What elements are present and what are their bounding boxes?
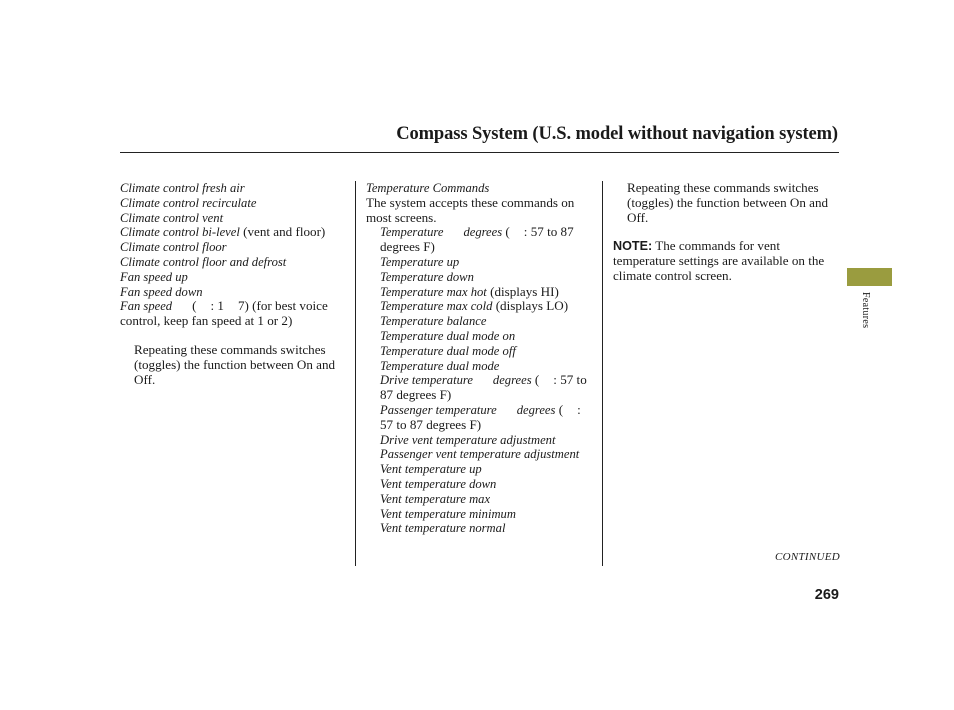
command-text: Temperature max hot	[380, 284, 487, 299]
command-text: Fan speed	[120, 299, 173, 314]
command-paren-open: (	[534, 372, 540, 388]
command-item	[366, 373, 594, 403]
command-paren-open: (	[505, 224, 510, 240]
command-item: Passenger vent temperature adjustment	[380, 447, 580, 462]
command-item: Temperature down	[380, 269, 474, 284]
command-item: Climate control floor	[120, 240, 227, 255]
command-item: Temperature up	[380, 254, 460, 269]
command-item: Vent temperature max	[380, 491, 491, 506]
command-item: Climate control vent	[120, 210, 224, 225]
command-item	[366, 403, 594, 433]
command-text: Climate control bi-level	[120, 225, 240, 240]
intro-text: The system accepts these commands on most screens.	[366, 194, 575, 225]
command-item: Climate control recirculate	[120, 195, 257, 210]
command-item	[366, 299, 594, 314]
command-item: Temperature balance	[380, 314, 487, 329]
command-item: Climate control fresh air	[120, 181, 245, 195]
command-range: : 57 to 87 degrees F)	[380, 224, 574, 255]
note-label: NOTE:	[613, 239, 653, 254]
command-item: Temperature dual mode off	[380, 343, 516, 358]
page-number: 269	[814, 587, 839, 603]
toggle-paragraph: Repeating these commands switches (toggles) the function between On and Off.	[627, 180, 829, 225]
title-divider	[120, 152, 839, 153]
column-left	[120, 181, 342, 387]
command-note: (vent and floor)	[243, 224, 326, 240]
command-text: Passenger temperature	[380, 402, 497, 417]
command-item: Temperature dual mode	[380, 358, 500, 373]
continued-label: CONTINUED	[774, 551, 840, 563]
command-item: Drive vent temperature adjustment	[380, 432, 556, 447]
command-item: Temperature dual mode on	[380, 328, 516, 343]
toggle-paragraph: Repeating these commands switches (toggles) the function between On and Off.	[134, 341, 336, 387]
command-item: Vent temperature minimum	[380, 506, 516, 521]
command-item: Fan speed down	[120, 284, 203, 299]
command-item: Vent temperature up	[380, 462, 482, 477]
command-item	[120, 299, 342, 329]
command-item	[366, 225, 594, 255]
command-range-end: 7)	[237, 298, 249, 314]
note-paragraph	[613, 239, 841, 283]
command-text: degrees	[492, 373, 532, 388]
command-range: : 57 to 87 degrees F)	[380, 401, 581, 432]
column-divider	[602, 181, 603, 566]
page-title: Compass System (U.S. model without navigation system)	[396, 124, 838, 144]
command-range: : 57 to 87 degrees F)	[380, 372, 587, 403]
command-item: Climate control floor and defrost	[120, 254, 287, 269]
command-text: Temperature max cold	[380, 299, 493, 314]
command-item	[120, 225, 342, 240]
command-item: Vent temperature normal	[380, 521, 506, 536]
section-heading: Temperature Commands	[366, 181, 490, 195]
column-right	[613, 181, 841, 284]
section-tab-label: Features	[860, 292, 871, 329]
command-note: (for best voice control, keep fan speed at 1 or 2)	[120, 298, 328, 329]
command-item	[366, 285, 594, 300]
command-note: (displays LO)	[495, 298, 569, 314]
note-text: The commands for vent temperature settings are available on the climate control screen.	[613, 238, 825, 283]
command-paren-open: (	[558, 401, 564, 417]
command-item: Fan speed up	[120, 269, 188, 284]
command-text: Drive temperature	[380, 373, 473, 388]
command-note: (displays HI)	[490, 283, 559, 299]
command-range-start: : 1	[210, 298, 224, 314]
command-text: degrees	[516, 402, 556, 417]
command-text: degrees	[463, 225, 503, 240]
column-divider	[355, 181, 356, 566]
section-tab-marker	[847, 268, 892, 286]
command-text: Temperature	[380, 225, 444, 240]
column-middle	[366, 181, 594, 536]
command-paren-open: (	[192, 298, 197, 314]
command-item: Vent temperature down	[380, 476, 497, 491]
